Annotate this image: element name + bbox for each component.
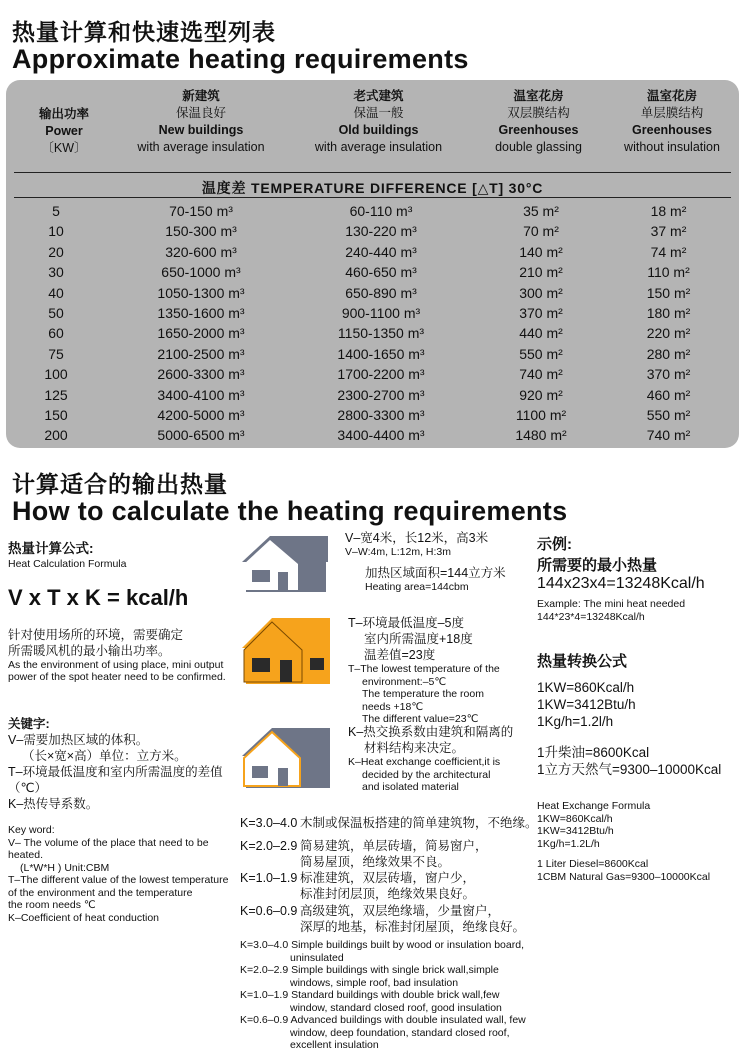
house2-en3: The temperature the room [362,688,484,700]
house2-text [348,615,538,726]
cell-old: 460-650 m³ [345,264,417,281]
k-range-en: K=2.0–2.9 [240,964,289,976]
conversion-small: 1CBM Natural Gas=9300–10000Kcal [537,870,711,883]
cell-new: 5000-6500 m³ [157,427,245,444]
example-title: 示例: [537,536,572,553]
cell-old: 3400-4400 m³ [337,427,425,444]
formula-title-en: Heat Calculation Formula [8,558,127,570]
col-new-en2: with average insulation [137,140,265,154]
cell-greenhouse-single: 110 m² [647,264,690,281]
house-volume-icon [240,532,330,594]
cell-old: 1700-2200 m³ [337,366,425,383]
cell-power: 60 [48,325,64,342]
keyword-line-en: V– The volume of the place that need to be [8,836,209,849]
col-header-greenhouse-double [476,88,601,156]
conversion-title-en: Heat Exchange Formula [537,800,651,812]
k-desc: 木制或保温板搭建的简单建筑物，不绝缘。 [300,816,538,830]
col-old-en2: with average insulation [314,140,443,154]
example-block [537,533,747,623]
cell-old: 1400-1650 m³ [337,345,425,362]
cell-power: 5 [52,203,60,219]
house1-text [345,530,535,593]
house3-en3: and isolated material [362,781,459,793]
cell-new: 650-1000 m³ [161,264,241,281]
keywords-title-cn: 关键字: [8,717,50,731]
k-desc-en: Advanced buildings with double insulated wall, few [290,1014,526,1026]
cell-greenhouse-double: 740 m² [519,366,563,383]
col-old-cn2: 保温一般 [353,106,404,120]
conversion-small: 1KW=3412Btu/h [537,825,614,837]
example-calc: 144x23x4=13248Kcal/h [537,575,705,592]
cell-power: 75 [48,345,64,362]
k-desc-en: excellent insulation [290,1039,379,1051]
cell-greenhouse-double: 370 m² [519,305,563,321]
cell-greenhouse-single: 37 m² [650,223,687,240]
k-desc: 高级建筑，双层绝缘墙，少量窗户， [300,904,501,918]
conversion-block [537,650,747,883]
cell-greenhouse-double: 550 m² [519,345,563,362]
house3-cn2: 材料结构来决定。 [364,741,465,755]
k-desc: 简易屋顶，绝缘效果不良。 [300,855,451,869]
formula-desc-en1: As the environment of using place, mini output [8,658,224,671]
formula-title-cn: 热量计算公式: [8,541,94,556]
keyword-line: （长×宽×高）单位：立方米。 [22,749,187,763]
k-range-en: K=1.0–1.9 [240,989,289,1001]
keyword-line-en: the room needs ℃ [8,899,96,911]
k-range: K=3.0–4.0 [240,816,298,830]
k-desc-en: Simple buildings built by wood or insulation board, [291,939,524,951]
conversion-title: 热量转换公式 [537,653,628,670]
cell-old: 1150-1350 m³ [337,325,425,342]
house1-en1: V–W:4m, L:12m, H:3m [345,546,452,558]
formula-desc-en2: power of the spot heater need to be confirmed. [8,671,226,683]
house1-cn2: 加热区域面积=144立方米 [365,565,506,580]
cell-new: 150-300 m³ [165,223,237,240]
cell-power: 50 [48,305,64,321]
cell-greenhouse-double: 300 m² [519,284,563,301]
cell-old: 650-890 m³ [345,284,417,301]
house2-en4: needs +18℃ [362,700,424,713]
k-desc-en: Simple buildings with single brick wall,simple [291,964,499,976]
cell-greenhouse-single: 220 m² [646,325,691,342]
cell-greenhouse-double: 210 m² [519,264,563,281]
cell-power: 20 [48,243,64,260]
table-row [6,344,739,364]
house-coefficient-icon [240,724,332,790]
cell-power: 150 [44,407,68,423]
house1-en2: Heating area=144cbm [365,580,469,593]
col-old-en1: Old buildings [338,123,419,137]
keyword-line: V–需要加热区域的体积。 [8,733,149,747]
table-row [6,385,739,405]
k-range-en: K=3.0–4.0 [240,939,289,951]
heading-cn: 热量计算和快速选型列表 [12,19,276,45]
k-range: K=2.0–2.9 [240,839,298,853]
col-new-cn1: 新建筑 [182,89,220,103]
cell-power: 125 [44,386,68,403]
conversion-line: 1KW=860Kcal/h [537,680,635,695]
cell-power: 200 [44,427,68,444]
keyword-line-en: K–Coefficient of heat conduction [8,911,159,924]
house3-text [348,724,538,794]
heating-table-panel [6,80,739,448]
k-desc: 深厚的地基，标准封闭屋顶，绝缘良好。 [300,920,526,934]
cell-old: 60-110 m³ [349,203,413,219]
cell-new: 1350-1600 m³ [157,305,245,321]
col-header-power [24,106,104,157]
keyword-line: K–热传导系数。 [8,797,99,811]
cell-greenhouse-single: 180 m² [646,305,691,321]
col-gh2-en2: without insulation [624,140,720,154]
k-desc: 标准封闭层顶，绝缘效果良好。 [300,887,476,901]
cell-old: 240-440 m³ [345,243,417,260]
table-row [6,405,739,425]
power-unit: 〔KW〕 [41,141,87,155]
k-range: K=1.0–1.9 [240,871,298,885]
cell-old: 900-1100 m³ [341,305,421,321]
k-value-cn [240,903,600,935]
formula-desc-cn2: 所需暖风机的最小输出功率。 [8,643,171,658]
formula-block [8,540,233,684]
cell-old: 2800-3300 m³ [337,407,425,423]
keywords-title-en: Key word: [8,824,55,836]
cell-greenhouse-single: 460 m² [646,386,691,403]
col-gh1-en1: Greenhouses [498,123,579,137]
cell-greenhouse-single: 150 m² [646,284,691,301]
house2-en5: The different value=23℃ [362,713,479,725]
cell-new: 320-600 m³ [165,243,237,260]
cell-new: 2100-2500 m³ [157,345,245,362]
house2-cn1: T–环境最低温度–5度 [348,616,464,630]
house3-cn1: K–热交换系数由建筑和隔离的 [348,725,514,739]
temperature-difference: 温度差 TEMPERATURE DIFFERENCE [△T] 30°C [201,180,544,196]
table-row [6,242,739,262]
cell-greenhouse-double: 1480 m² [515,427,567,444]
cell-power: 40 [48,284,64,301]
cell-greenhouse-double: 920 m² [519,386,563,403]
table-row [6,201,739,221]
conversion-small: 1Kg/h=1.2L/h [537,837,600,850]
house3-en2: decided by the architectural [362,768,491,781]
cell-new: 3400-4100 m³ [157,386,245,403]
keywords-block [8,716,238,924]
cell-new: 70-150 m³ [169,203,233,219]
cell-greenhouse-single: 280 m² [646,345,691,362]
k-desc-en: window, standard closed roof, good insulation [290,1001,502,1014]
conversion-line: 1Kg/h=1.2l/h [537,714,614,729]
col-old-cn1: 老式建筑 [353,89,404,103]
cell-new: 2600-3300 m³ [157,366,245,383]
heading2-en: How to calculate the heating requirements [12,496,568,526]
heading-en: Approximate heating requirements [12,44,469,74]
k-values-en [240,939,530,1052]
cell-new: 1650-2000 m³ [157,325,245,342]
cell-greenhouse-double: 1100 m² [515,407,567,423]
table-row [6,364,739,384]
cell-greenhouse-single: 18 m² [650,203,687,219]
table-row [6,283,739,303]
house2-cn2: 室内所需温度+18度 [364,632,473,646]
power-cn: 输出功率 [38,107,89,121]
col-header-old [296,88,461,156]
table-row [6,323,739,343]
house-temperature-icon [240,614,332,686]
cell-greenhouse-double: 140 m² [519,243,563,260]
house2-cn3: 温差值=23度 [364,648,436,662]
k-desc: 简易建筑，单层砖墙，简易窗户， [300,839,488,853]
table-row [6,425,739,445]
keyword-line-en: (L*W*H ) Unit:CBM [20,861,110,874]
col-gh1-cn2: 双层膜结构 [507,106,570,120]
cell-greenhouse-single: 740 m² [646,427,691,444]
house2-en2: environment:–5℃ [362,675,447,688]
divider [14,197,731,198]
house2-en1: T–The lowest temperature of the [348,663,500,675]
power-en: Power [45,124,83,138]
col-gh2-en1: Greenhouses [632,123,712,137]
formula-text: V x T x K = kcal/h [8,584,189,610]
cell-power: 30 [48,264,64,281]
k-desc: 标准建筑，双层砖墙，窗户少， [300,871,476,885]
k-desc-en: window, deep foundation, standard closed roof, [290,1026,510,1039]
cell-power: 100 [44,366,68,383]
col-gh1-en2: double glassing [495,140,582,154]
col-new-cn2: 保温良好 [175,106,226,120]
cell-greenhouse-double: 70 m² [523,223,559,240]
k-desc-en: uninsulated [290,951,344,964]
cell-power: 10 [48,223,64,240]
formula-desc-cn1: 针对使用场所的环境，需要确定 [8,627,184,642]
col-gh1-cn1: 温室花房 [513,89,564,103]
conversion-line: 1KW=3412Btu/h [537,697,636,712]
cell-new: 1050-1300 m³ [157,284,245,301]
cell-greenhouse-double: 440 m² [519,325,563,342]
table-row [6,303,739,323]
table-row [6,221,739,241]
conversion-line: 1升柴油=8600Kcal [537,745,650,760]
heading2-cn: 计算适合的输出热量 [12,471,228,497]
k-range: K=0.6–0.9 [240,904,298,918]
example-en2: 144*23*4=13248Kcal/h [537,610,645,623]
conversion-small: 1 Liter Diesel=8600Kcal [537,858,649,870]
divider [14,172,731,173]
k-desc-en: windows, simple roof, bad insulation [290,976,459,989]
col-header-new [121,88,281,156]
cell-old: 2300-2700 m³ [337,386,425,403]
col-gh2-cn1: 温室花房 [646,89,697,103]
example-en1: Example: The mini heat needed [537,598,686,610]
col-gh2-cn2: 单层膜结构 [640,106,704,120]
keyword-line-en: heated. [8,849,44,861]
cell-greenhouse-single: 74 m² [650,243,687,260]
house1-cn1: V–宽4米，长12米，高3米 [345,531,489,545]
cell-greenhouse-single: 370 m² [646,366,691,383]
keyword-line-en: T–The different value of the lowest temperature [8,874,229,886]
conversion-line: 1立方天然气=9300–10000Kcal [537,762,722,777]
table-row [6,262,739,282]
house3-en1: K–Heat exchange coefficient,it is [348,756,501,768]
cell-greenhouse-single: 550 m² [646,407,691,423]
example-subtitle: 所需要的最小热量 [537,557,658,574]
col-new-en1: New buildings [158,123,244,137]
k-range-en: K=0.6–0.9 [240,1014,289,1026]
cell-new: 4200-5000 m³ [157,407,245,423]
conversion-small: 1KW=860Kcal/h [537,812,613,825]
k-desc-en: Standard buildings with double brick wall,few [291,989,500,1001]
keyword-line-en: of the environment and the temperature [8,886,193,899]
cell-old: 130-220 m³ [345,223,417,240]
col-header-greenhouse-single [608,88,736,156]
cell-greenhouse-double: 35 m² [523,203,559,219]
keyword-line: T–环境最低温度和室内所需温度的差值（℃） [8,765,223,795]
